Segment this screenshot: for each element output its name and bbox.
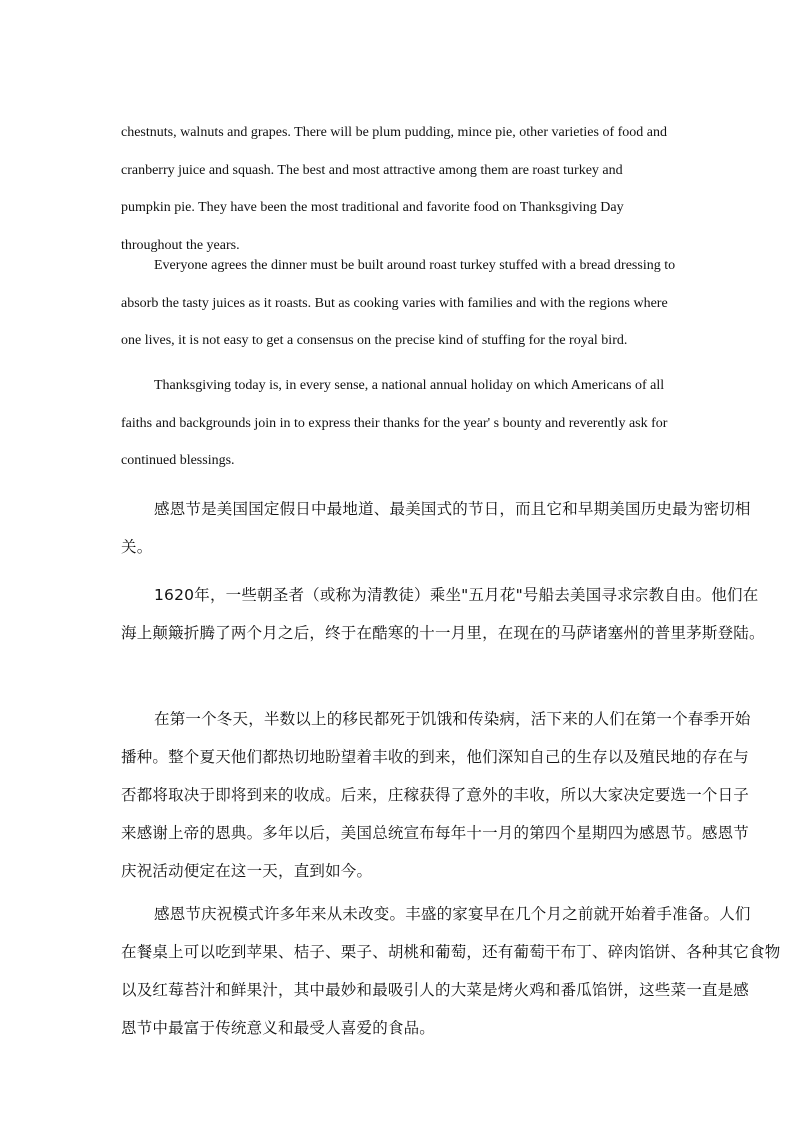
paragraph-line: 1620年，一些朝圣者（或称为清教徒）乘坐"五月花"号船去美国寻求宗教自由。他们在 bbox=[154, 586, 759, 604]
paragraph-en-3 bbox=[121, 367, 681, 480]
paragraph-line: throughout the years. bbox=[121, 237, 240, 253]
paragraph-line: 海上颠簸折腾了两个月之后，终于在酷寒的十一月里，在现在的马萨诸塞州的普里茅斯登陆。 bbox=[121, 624, 765, 642]
paragraph-line: faiths and backgrounds join in to express their thanks for the year' s bounty and reverently ask for bbox=[121, 415, 668, 431]
paragraph-zh-1 bbox=[121, 490, 751, 566]
paragraph-line: chestnuts, walnuts and grapes. There will be plum pudding, mince pie, other varieties of food and bbox=[121, 125, 667, 140]
paragraph-line: 播种。整个夏天他们都热切地盼望着丰收的到来，他们深知自己的生存以及殖民地的存在与 bbox=[121, 748, 750, 766]
paragraph-line: pumpkin pie. They have been the most traditional and favorite food on Thanksgiving Day bbox=[121, 200, 624, 215]
paragraph-line: 在餐桌上可以吃到苹果、桔子、栗子、胡桃和葡萄，还有葡萄干布丁、碎肉馅饼、各种其它食物 bbox=[121, 943, 781, 961]
paragraph-line: Thanksgiving today is, in every sense, a national annual holiday on which Americans of all bbox=[154, 378, 665, 393]
paragraph-line: Everyone agrees the dinner must be built around roast turkey stuffed with a bread dressing to bbox=[154, 258, 676, 273]
paragraph-line: absorb the tasty juices as it roasts. But as cooking varies with families and with the regions where bbox=[121, 295, 668, 311]
paragraph-line: continued blessings. bbox=[121, 453, 235, 468]
paragraph-line: one lives, it is not easy to get a consensus on the precise kind of stuffing for the royal bird. bbox=[121, 333, 628, 348]
paragraph-line: 恩节中最富于传统意义和最受人喜爱的食品。 bbox=[121, 1019, 436, 1037]
paragraph-line: 感恩节庆祝模式许多年来从未改变。丰盛的家宴早在几个月之前就开始着手准备。人们 bbox=[154, 905, 751, 923]
paragraph-line: 否都将取决于即将到来的收成。后来，庄稼获得了意外的丰收，所以大家决定要选一个日子 bbox=[121, 786, 750, 804]
paragraph-line: 庆祝活动便定在这一天，直到如今。 bbox=[121, 862, 373, 880]
paragraph-zh-3 bbox=[121, 700, 751, 890]
paragraph-en-1 bbox=[121, 114, 681, 264]
paragraph-zh-2 bbox=[121, 576, 765, 652]
paragraph-line: 来感谢上帝的恩典。多年以后，美国总统宣布每年十一月的第四个星期四为感恩节。感恩节 bbox=[121, 824, 750, 842]
paragraph-line: cranberry juice and squash. The best and most attractive among them are roast turkey and bbox=[121, 162, 623, 178]
paragraph-line: 在第一个冬天，半数以上的移民都死于饥饿和传染病，活下来的人们在第一个春季开始 bbox=[154, 710, 751, 728]
paragraph-line: 感恩节是美国国定假日中最地道、最美国式的节日，而且它和早期美国历史最为密切相 bbox=[154, 500, 751, 518]
paragraph-line: 以及红莓苔汁和鲜果汁，其中最妙和最吸引人的大菜是烤火鸡和番瓜馅饼，这些菜一直是感 bbox=[121, 981, 750, 999]
paragraph-line: 关。 bbox=[121, 538, 153, 556]
paragraph-en-2 bbox=[121, 247, 681, 360]
paragraph-zh-4 bbox=[121, 895, 781, 1047]
